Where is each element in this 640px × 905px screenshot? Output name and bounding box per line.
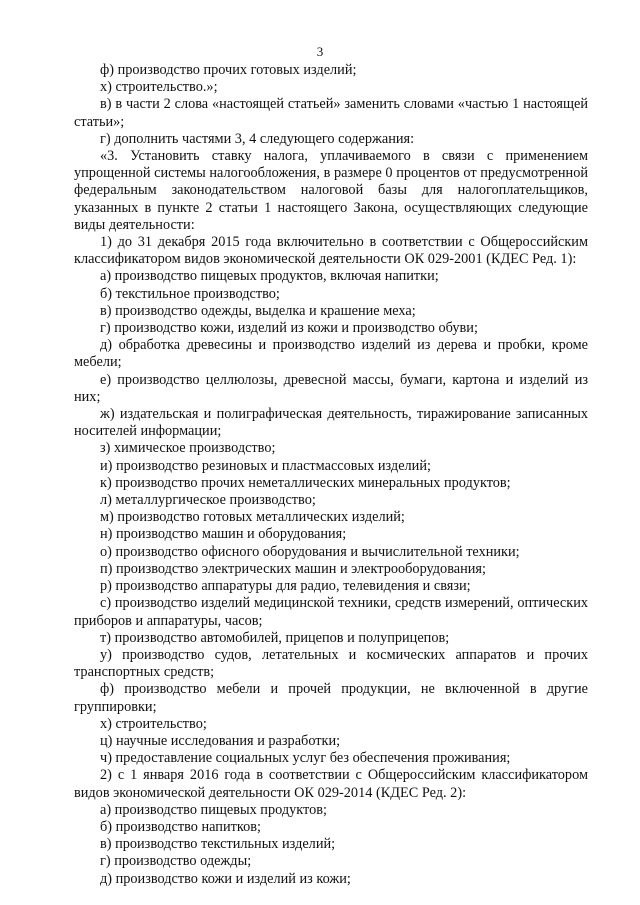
list-item: а) производство пищевых продуктов;	[100, 801, 327, 818]
list-item: д) обработка древесины и производство изделий из дерева и пробки, кроме мебели;	[74, 337, 588, 371]
list-item: н) производство машин и оборудования;	[100, 526, 347, 543]
list-item: в) производство текстильных изделий;	[100, 836, 336, 853]
list-item: д) производство кожи и изделий из кожи;	[100, 870, 351, 887]
document-body	[74, 62, 588, 888]
list-item: у) производство судов, летательных и космических аппаратов и прочих транспортных средств;	[74, 646, 588, 681]
list-item: г) производство кожи, изделий из кожи и производство обуви;	[100, 320, 478, 337]
list-item: ч) предоставление социальных услуг без обеспечения проживания;	[100, 750, 511, 767]
list-item: в) производство одежды, выделка и крашение меха;	[100, 302, 416, 319]
list-item: х) строительство;	[100, 715, 207, 732]
list-item: о) производство офисного оборудования и вычислительной техники;	[100, 543, 520, 560]
paragraph: х) строительство.»;	[100, 79, 218, 96]
list-item: п) производство электрических машин и электрооборудования;	[100, 560, 486, 577]
list-item: г) производство одежды;	[100, 853, 252, 870]
list-item: р) производство аппаратуры для радио, телевидения и связи;	[100, 578, 471, 595]
list-item: м) производство готовых металлических изделий;	[100, 509, 405, 526]
list-item: б) текстильное производство;	[100, 285, 280, 302]
list-item: л) металлургическое производство;	[100, 492, 316, 509]
list-item: ц) научные исследования и разработки;	[100, 732, 341, 749]
paragraph: «3. Установить ставку налога, уплачиваемого в связи с применением упрощенной системы налогообложения, в размере 0 процентов от предусмотренной федеральным законодательством налоговой базы для налогоплательщиков, указанных в пункте 2 статьи 1 настоящего Закона, осуществляющих следующие виды деятельности:	[74, 148, 588, 233]
list-item: е) производство целлюлозы, древесной массы, бумаги, картона и изделий из них;	[74, 371, 588, 405]
page-number: 3	[316, 44, 324, 59]
list-item: а) производство пищевых продуктов, включая напитки;	[100, 268, 439, 285]
paragraph: ф) производство прочих готовых изделий;	[100, 62, 357, 78]
list-item: и) производство резиновых и пластмассовых изделий;	[100, 457, 431, 474]
list-item: т) производство автомобилей, прицепов и полуприцепов;	[100, 629, 450, 646]
paragraph: 2) с 1 января 2016 года в соответствии с Общероссийским классификатором видов экономической деятельности ОК 029-2014 (КДЕС Ред. 2):	[74, 767, 588, 801]
list-item: б) производство напитков;	[100, 818, 261, 835]
paragraph: в) в части 2 слова «настоящей статьей» заменить словами «частью 1 настоящей статьи»;	[74, 96, 588, 130]
list-item: с) производство изделий медицинской техники, средств измерений, оптических приборов и аппаратуры, часов;	[74, 595, 588, 629]
paragraph: г) дополнить частями 3, 4 следующего содержания:	[100, 130, 415, 147]
paragraph: 1) до 31 декабря 2015 года включительно в соответствии с Общероссийским классификатором видов экономической деятельности ОК 029-2001 (КДЕС Ред. 1):	[74, 234, 588, 268]
list-item: з) химическое производство;	[100, 440, 276, 457]
list-item: к) производство прочих неметаллических минеральных продуктов;	[100, 474, 511, 491]
list-item: ж) издательская и полиграфическая деятельность, тиражирование записанных носителей информации;	[74, 406, 588, 440]
list-item: ф) производство мебели и прочей продукции, не включенной в другие группировки;	[74, 681, 588, 715]
